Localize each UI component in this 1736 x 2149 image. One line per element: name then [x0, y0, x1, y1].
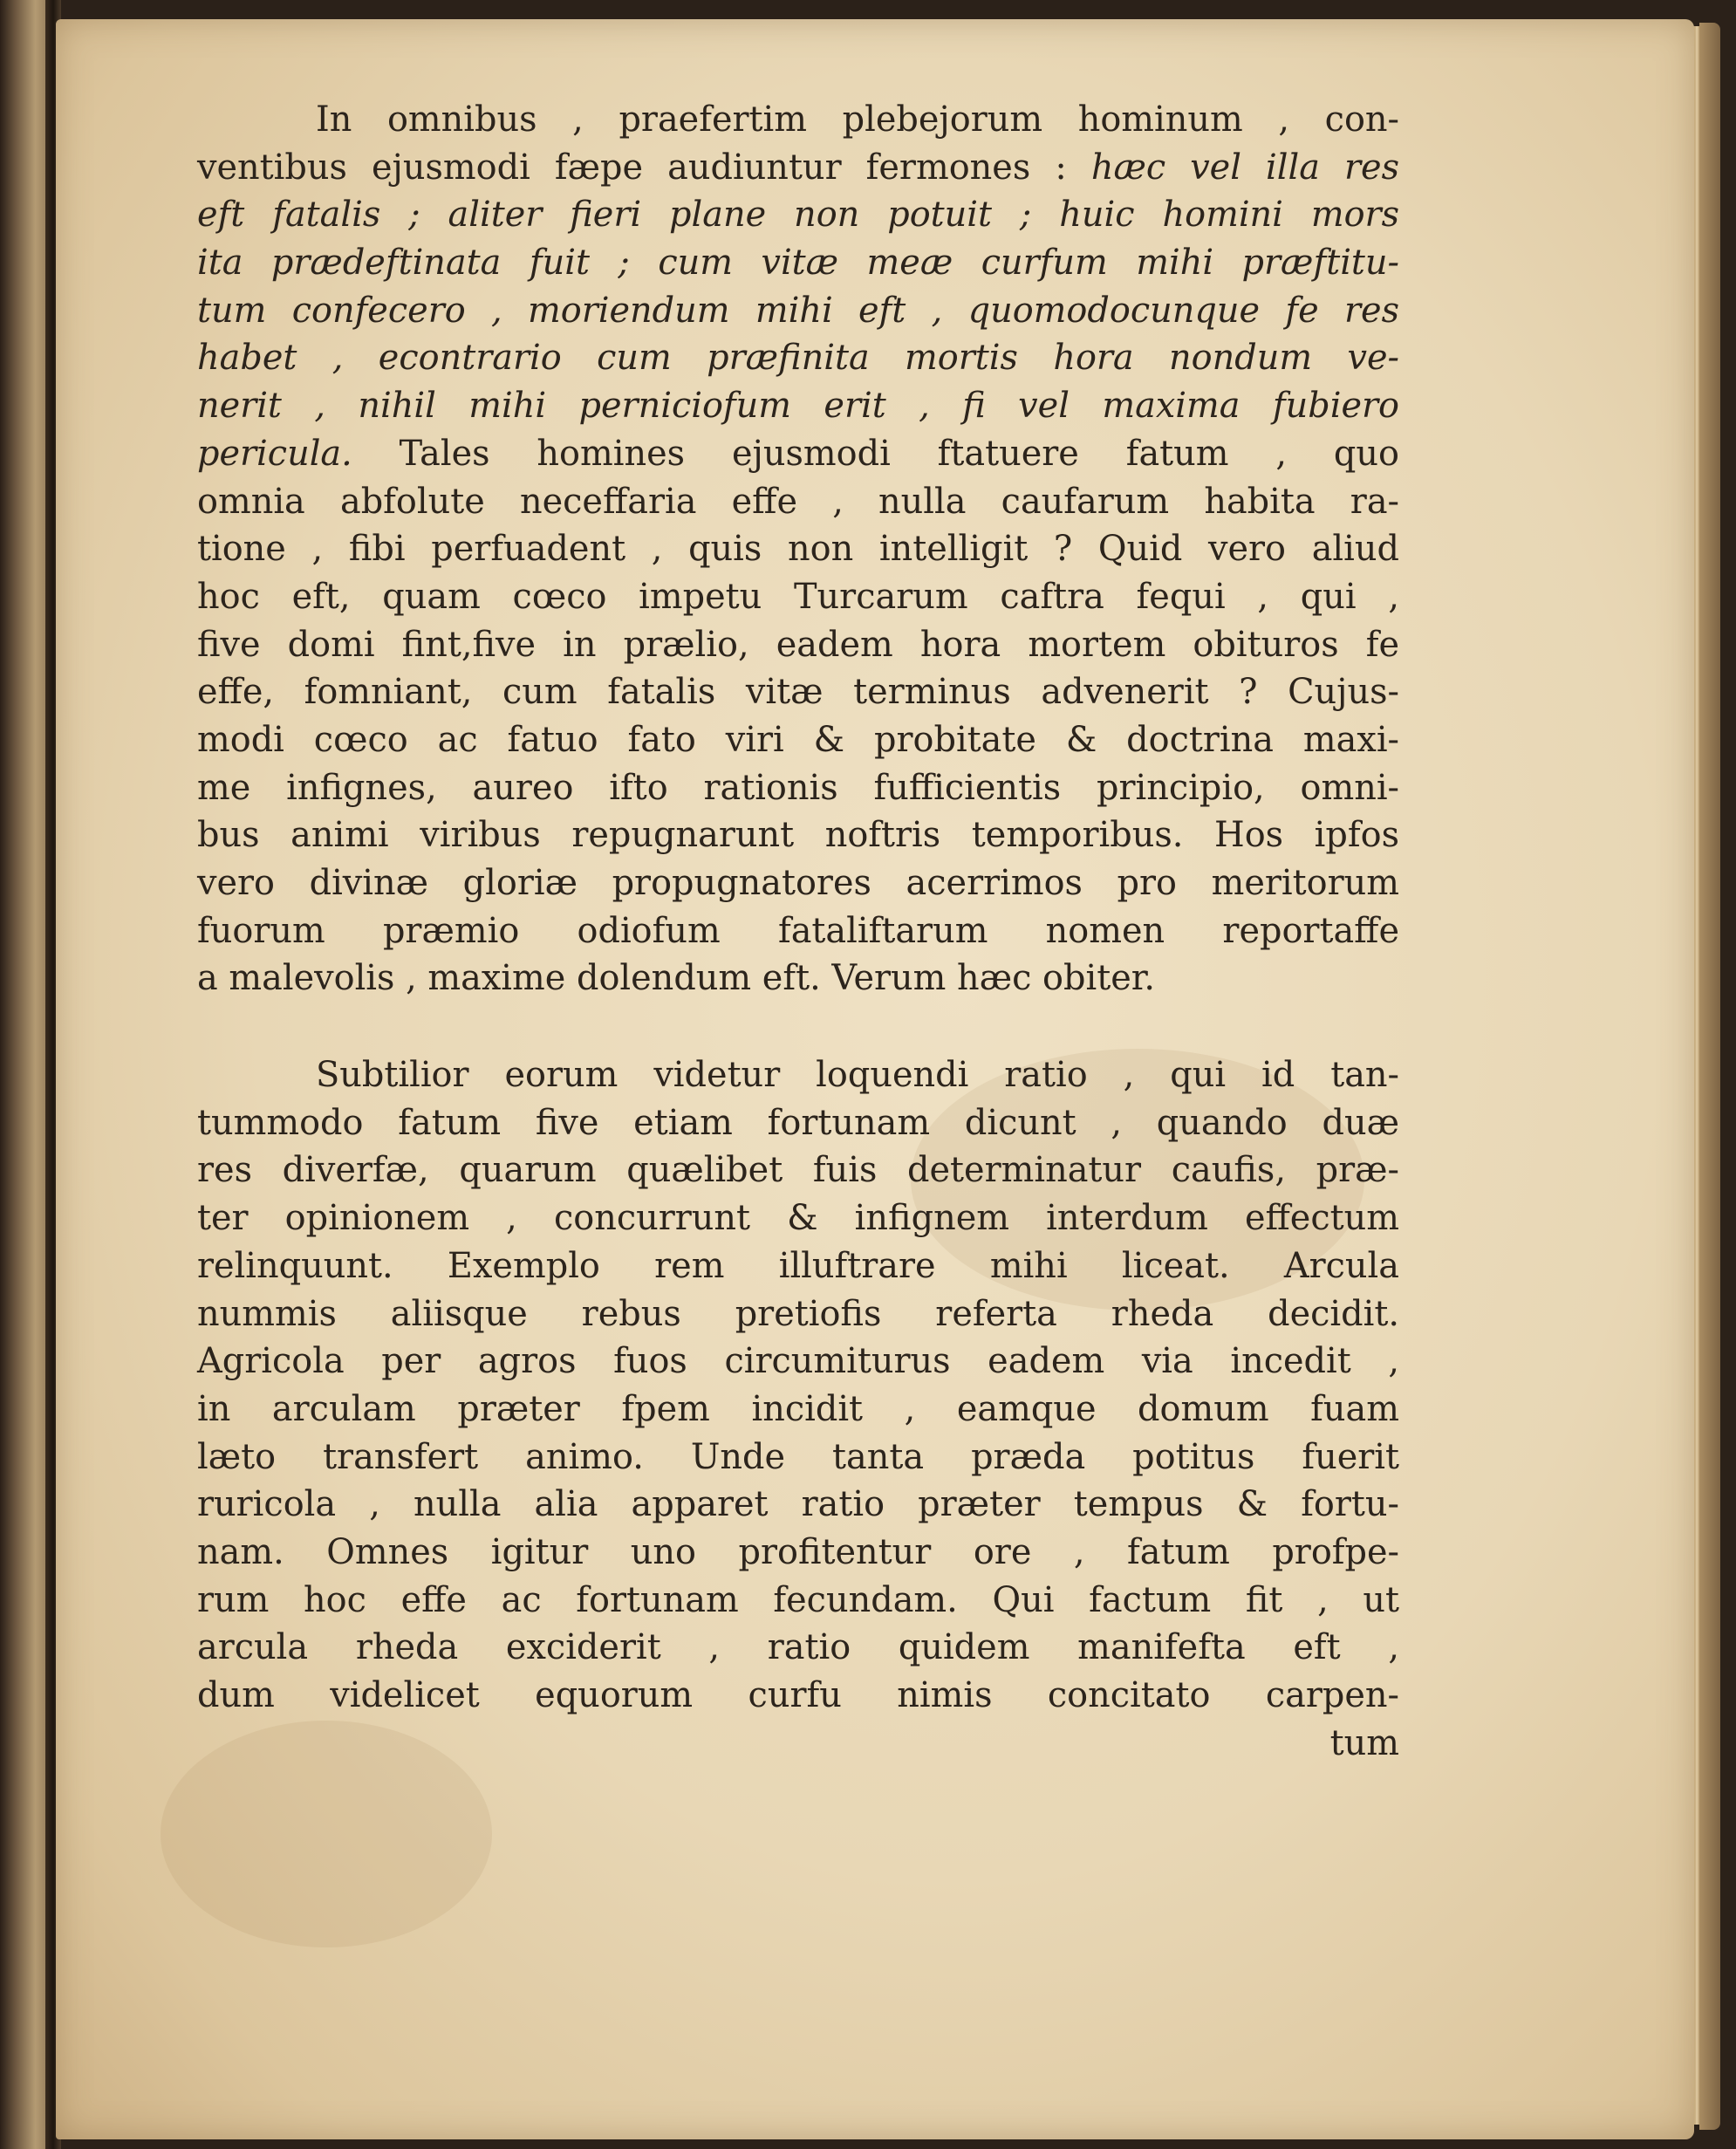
text-line: arcula rheda exciderit , ratio quidem manifefta eft ,: [197, 1627, 1399, 1668]
text-line: ventibus ejusmodi fæpe audiuntur fermones : hæc vel illa res: [197, 147, 1400, 188]
text-line: Agricola per agros fuos circumiturus eadem via incedit ,: [197, 1341, 1399, 1382]
text-line: tummodo fatum five etiam fortunam dicunt , quando duæ: [197, 1102, 1399, 1143]
text-line: tione , fibi perfuadent , quis non intelligit ? Quid vero aliud: [197, 529, 1399, 570]
text-line: pericula. Tales homines ejusmodi ftatuere fatum , quo: [197, 433, 1399, 474]
text-line: five domi fint,five in prælio, eadem hora mortem obituros fe: [197, 624, 1399, 665]
text-line: omnia abfolute neceffaria effe , nulla caufarum habita ra-: [197, 481, 1399, 522]
text-line: res diverfæ, quarum quælibet fuis determinatur caufis, præ-: [197, 1150, 1399, 1191]
text-line: a malevolis , maxime dolendum eft. Verum hæc obiter.: [197, 958, 1156, 999]
catchword: tum: [1329, 1722, 1399, 1763]
text-line: modi cœco ac fatuo fato viri & probitate & doctrina maxi-: [197, 719, 1399, 760]
text-line: In omnibus , praefertim plebejorum hominum , con-: [316, 99, 1399, 140]
text-line: ruricola , nulla alia apparet ratio præter tempus & fortu-: [197, 1484, 1399, 1525]
text-line: nerit , nihil mihi perniciofum erit , fi vel maxima fubiero: [197, 386, 1399, 427]
text-line: nam. Omnes igitur uno profitentur ore , fatum profpe-: [197, 1531, 1399, 1572]
text-line: nummis aliisque rebus pretiofis referta rheda decidit.: [197, 1293, 1399, 1334]
text-line: vero divinæ gloriæ propugnatores acerrimos pro meritorum: [197, 863, 1399, 903]
text-line: Subtilior eorum videtur loquendi ratio , qui id tan-: [316, 1055, 1399, 1096]
text-line: in arculam præter fpem incidit , eamque domum fuam: [197, 1388, 1399, 1429]
paragraph-1: [197, 96, 1399, 1003]
text-line: bus animi viribus repugnarunt noftris temporibus. Hos ipfos: [197, 815, 1399, 856]
facing-page-edge: [0, 0, 51, 2149]
text-line: ter opinionem , concurrunt & infignem interdum effectum: [197, 1198, 1399, 1239]
text-line: fuorum præmio odiofum fataliftarum nomen reportaffe: [197, 910, 1399, 951]
text-line: læto transfert animo. Unde tanta præda potitus fuerit: [197, 1436, 1399, 1477]
cover-edge: [1699, 23, 1720, 2130]
text-line: relinquunt. Exemplo rem illuftrare mihi liceat. Arcula: [197, 1245, 1399, 1286]
text-line: eft fatalis ; aliter fieri plane non potuit ; huic homini mors: [197, 195, 1399, 236]
paragraph-gap: [197, 1003, 1399, 1051]
text-line: ita prædeftinata fuit ; cum vitæ meæ curfum mihi præftitu-: [197, 243, 1399, 284]
text-line: rum hoc effe ac fortunam fecundam. Qui factum fit , ut: [197, 1579, 1399, 1620]
text-line: effe, fomniant, cum fatalis vitæ terminus advenerit ? Cujus-: [197, 672, 1399, 713]
text-line: dum videlicet equorum curfu nimis concitato carpen-: [197, 1675, 1399, 1715]
text-line: tum confecero , moriendum mihi eft , quomodocunque fe res: [197, 290, 1399, 331]
bleed-through-mark: [131, 1030, 183, 1064]
text-line: habet , econtrario cum præfinita mortis hora nondum ve-: [197, 338, 1399, 379]
text-line: me infignes, aureo ifto rationis fufficientis principio, omni-: [197, 767, 1399, 808]
page-text: [197, 96, 1399, 1767]
text-line: hoc eft, quam cœco impetu Turcarum caftra fequi , qui ,: [197, 576, 1399, 617]
paragraph-2: [197, 1051, 1399, 1767]
